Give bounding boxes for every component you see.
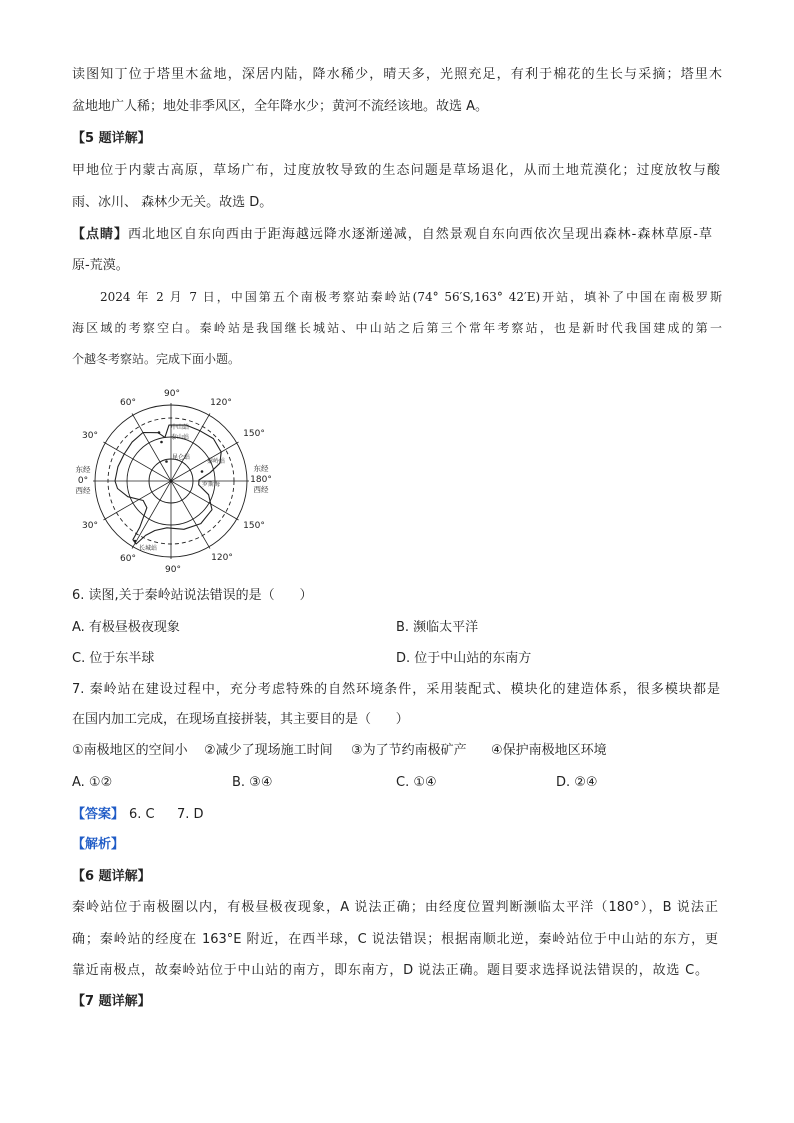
question-7-statement: ④保护南极地区环境	[491, 743, 607, 758]
question-6-stem: 6. 读图,关于秦岭站说法错误的是（ ）	[72, 588, 313, 603]
question-7-option-c: C. ①④	[396, 775, 437, 790]
text-line: 雨、冰川、 森林少无关。故选 D。	[72, 195, 273, 210]
question-7-option-b: B. ③④	[232, 775, 273, 790]
changcheng-station-label: 长城站	[139, 545, 158, 552]
zhongshan-station-label: 中山站	[171, 424, 190, 431]
qinling-station-label: 秦岭站	[207, 458, 226, 465]
taishan-station-label: 泰山站	[171, 434, 190, 441]
question-7-stem: 7. 秦岭站在建设过程中，充分考虑特殊的自然环境条件，采用装配式、模块化的建造体系，很多模块都是	[72, 682, 720, 697]
question-6-option-b: B. 濒临太平洋	[396, 620, 479, 635]
passage-line: 个越冬考察站。完成下面小题。	[72, 352, 241, 366]
changcheng-station-marker	[134, 540, 137, 543]
tip-label: 【点睛】	[72, 227, 128, 242]
tip-line	[72, 225, 712, 245]
question-7-option-d: D. ②④	[556, 775, 598, 790]
question-6-option-c: C. 位于东半球	[72, 651, 155, 666]
text-line: 靠近南极点，故秦岭站位于中山站的南方，即东南方，D 说法正确。题目要求选择说法错误的，故选 C。	[72, 963, 708, 978]
longitude-label: 150°	[243, 429, 265, 439]
longitude-label: 0°	[77, 476, 89, 486]
longitude-label: 30°	[82, 521, 98, 531]
section-header-q5-detail: 【5 题详解】	[72, 131, 151, 146]
passage-line: 2024 年 2 月 7 日，中国第五个南极考察站秦岭站(74° 56′S,163° 42′E)开站，填补了中国在南极罗斯	[100, 290, 722, 304]
longitude-label: 120°	[211, 553, 233, 563]
passage-line: 海区域的考察空白。秦岭站是我国继长城站、中山站之后第三个常年考察站，也是新时代我国建成的第一	[72, 321, 722, 335]
analysis-label: 【解析】	[72, 837, 125, 852]
kunlun-station-marker	[165, 460, 168, 463]
hemisphere-label: 西经	[253, 485, 269, 494]
hemisphere-label: 东经	[75, 465, 91, 474]
longitude-label: 180°	[250, 475, 272, 485]
question-7-stem: 在国内加工完成，在现场直接拼装，其主要目的是（ ）	[72, 712, 409, 727]
qinling-station-marker	[201, 470, 204, 473]
taishan-station-marker	[160, 441, 163, 444]
hemisphere-label: 东经	[253, 464, 269, 473]
question-7-statement: ③为了节约南极矿产	[351, 743, 467, 758]
question-7-option-a: A. ①②	[72, 775, 113, 790]
answer-item: 7. D	[177, 807, 204, 822]
tip-text: 西北地区自东向西由于距海越远降水逐渐递减，自然景观自东向西依次呈现出森林-森林草原-草	[127, 227, 712, 242]
text-line: 读图知丁位于塔里木盆地，深居内陆，降水稀少，晴天多，光照充足，有利于棉花的生长与采摘；塔里木	[72, 67, 722, 82]
ross-sea-label: 罗斯海	[202, 481, 221, 488]
question-6-option-a: A. 有极昼极夜现象	[72, 620, 180, 635]
text-line: 秦岭站位于南极圈以内，有极昼极夜现象，A 说法正确；由经度位置判断濒临太平洋（180°），B 说法正	[72, 900, 718, 915]
text-line: 甲地位于内蒙古高原，草场广布，过度放牧导致的生态问题是草场退化，从而土地荒漠化；过度放牧与酸	[72, 163, 720, 178]
longitude-label: 60°	[120, 554, 136, 564]
station-markers	[134, 431, 204, 542]
kunlun-station-label: 昆仑站	[172, 454, 191, 461]
longitude-label: 90°	[165, 565, 181, 575]
longitude-label: 30°	[82, 431, 98, 441]
question-7-statement: ②减少了现场施工时间	[204, 743, 333, 758]
hemisphere-label: 西经	[75, 486, 91, 495]
answer-label: 【答案】	[72, 807, 125, 822]
antarctic-map	[73, 386, 273, 578]
text-line: 原-荒漠。	[72, 258, 129, 273]
zhongshan-station-marker	[158, 431, 161, 434]
text-line: 盆地地广人稀；地处非季风区，全年降水少；黄河不流经该地。故选 A。	[72, 99, 489, 114]
section-header-q7-detail: 【7 题详解】	[72, 994, 151, 1009]
answer-item: 6. C	[129, 807, 155, 822]
longitude-label: 90°	[164, 389, 180, 399]
longitude-label: 120°	[210, 398, 232, 408]
text-line: 确；秦岭站的经度在 163°E 附近，在西半球，C 说法错误；根据南顺北逆，秦岭站位于中山站的东方，更	[72, 932, 718, 947]
longitude-label: 150°	[243, 521, 265, 531]
section-header-q6-detail: 【6 题详解】	[72, 869, 151, 884]
question-6-option-d: D. 位于中山站的东南方	[396, 651, 532, 666]
longitude-label: 60°	[120, 398, 136, 408]
question-7-statement: ①南极地区的空间小	[72, 743, 188, 758]
